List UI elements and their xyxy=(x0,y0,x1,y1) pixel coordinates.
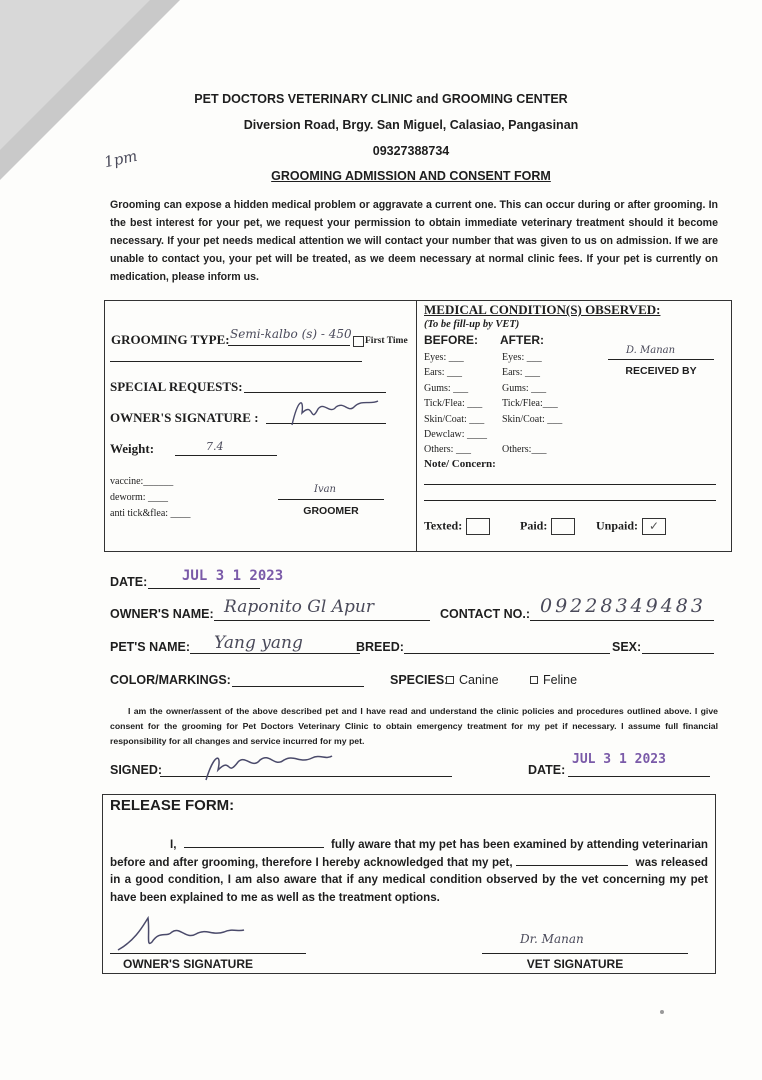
first-time-label: First Time xyxy=(365,336,408,346)
texted-checkbox[interactable] xyxy=(466,518,490,535)
release-owner-signature-label: OWNER'S SIGNATURE xyxy=(123,957,253,971)
note-concern-label: Note/ Concern: xyxy=(424,458,496,470)
clinic-phone: 09327388734 xyxy=(372,144,450,158)
after-gums: Gums: ___ xyxy=(502,382,547,394)
after-eyes: Eyes: ___ xyxy=(502,352,542,363)
before-others: Others: ___ xyxy=(424,444,471,456)
consent-text: I am the owner/assent of the above described pet and I have read and understand the clinic policies and procedures outlined above. I give consent for the grooming for Pet Doctors Veterinary Clinic to obtain emergency treatment for my pet if necessary. I assume full financial responsibility for all changes and service incurred for my pet. xyxy=(110,706,718,746)
medical-title: MEDICAL CONDITION(S) OBSERVED: xyxy=(424,302,661,317)
owner-name-value: Raponito Gl Apur xyxy=(224,597,374,617)
vet-name: Dr. Manan xyxy=(520,932,584,946)
release-owner-blank[interactable] xyxy=(184,847,324,848)
groomer-name: Ivan xyxy=(314,484,337,495)
contact-value: 09228349483 xyxy=(540,595,706,617)
paid-field[interactable] xyxy=(520,518,575,535)
before-ears: Ears: ___ xyxy=(424,367,463,379)
handwritten-time-note: 1pm xyxy=(102,146,139,172)
weight-value: 7.4 xyxy=(206,440,224,453)
grooming-type-label: GROOMING TYPE: xyxy=(111,332,230,347)
species-canine-option[interactable] xyxy=(446,673,499,687)
medical-subtitle: (To be fill-up by VET) xyxy=(424,319,520,330)
box-divider xyxy=(416,301,417,551)
paid-label: Paid: xyxy=(520,518,548,533)
clinic-address: Diversion Road, Brgy. San Miguel, Calasiao, Pangasinan xyxy=(243,118,579,132)
texted-field[interactable] xyxy=(424,518,490,535)
canine-checkbox[interactable] xyxy=(446,676,454,684)
vaccine-label: vaccine:______ xyxy=(110,476,174,487)
grooming-type-value: Semi-kalbo (s) - 450 xyxy=(230,327,352,341)
before-label: BEFORE: xyxy=(424,333,478,347)
vet-signature-label: VET SIGNATURE xyxy=(526,957,624,971)
paid-checkbox[interactable] xyxy=(551,518,575,535)
received-by-label: RECEIVED BY xyxy=(625,365,697,377)
owner-signature-scribble xyxy=(284,395,384,431)
release-text xyxy=(110,836,708,906)
before-list xyxy=(424,350,487,458)
clinic-name: PET DOCTORS VETERINARY CLINIC and GROOMING CENTER xyxy=(194,92,568,106)
owner-name-label: OWNER'S NAME: xyxy=(110,607,214,621)
owner-signature-label: OWNER'S SIGNATURE : xyxy=(110,410,259,425)
before-dewclaw: Dewclaw: ____ xyxy=(424,429,488,441)
before-tickflea: Tick/Flea: ___ xyxy=(424,398,483,410)
after-tickflea: Tick/Flea:___ xyxy=(502,398,558,410)
release-pet-blank[interactable] xyxy=(516,865,628,866)
unpaid-label: Unpaid: xyxy=(596,518,639,533)
consent-date-label: DATE: xyxy=(528,763,566,777)
date-label: DATE: xyxy=(110,575,148,589)
antitick-label: anti tick&flea: ____ xyxy=(110,508,191,519)
after-ears: Ears: ___ xyxy=(502,367,541,379)
after-list xyxy=(502,350,562,458)
groomer-label: GROOMER xyxy=(303,505,359,517)
feline-label: Feline xyxy=(543,673,578,687)
release-owner-signature-scribble xyxy=(112,914,252,956)
breed-label: BREED: xyxy=(356,640,404,654)
release-title: RELEASE FORM: xyxy=(110,797,235,814)
contact-label: CONTACT NO.: xyxy=(440,607,531,621)
after-others: Others:___ xyxy=(502,444,547,456)
first-time-checkbox[interactable] xyxy=(353,336,364,347)
canine-label: Canine xyxy=(459,673,499,687)
received-by-name: D. Manan xyxy=(626,345,676,356)
deworm-label: deworm: ____ xyxy=(110,492,169,503)
unpaid-field[interactable] xyxy=(596,518,666,535)
species-label: SPECIES: xyxy=(390,673,449,687)
before-skincoat: Skin/Coat: ___ xyxy=(424,413,485,425)
after-skincoat: Skin/Coat: ___ xyxy=(502,413,563,425)
weight-label: Weight: xyxy=(110,441,155,456)
form-title: GROOMING ADMISSION AND CONSENT FORM xyxy=(271,169,551,183)
release-text-2: fully aware that my pet has been examined by attending veterinarian before and after grooming, therefore I hereby acknowledged that my pet, xyxy=(110,838,708,869)
texted-label: Texted: xyxy=(424,518,463,533)
color-markings-label: COLOR/MARKINGS: xyxy=(110,673,231,687)
after-label: AFTER: xyxy=(500,333,544,347)
signed-label: SIGNED: xyxy=(110,763,163,777)
release-text-i: I, xyxy=(170,838,177,851)
sex-label: SEX: xyxy=(612,640,642,654)
pet-name-label: PET'S NAME: xyxy=(110,640,191,654)
scan-dust-dot xyxy=(660,1010,664,1014)
date-stamp: JUL 3 1 2023 xyxy=(182,568,284,584)
intro-paragraph: Grooming can expose a hidden medical problem or aggravate a current one. This can occur during or after grooming. In the best interest for your pet, we request your permission to obtain immediate veterinary treatment should it become necessary. If your pet needs medical attention we will contact your number that was given to us on admission. If we are unable to contact you, your pet will be treated, as we deem necessary at normal clinic fees. If your pet is currently on medication, please inform us. xyxy=(110,199,718,283)
before-gums: Gums: ___ xyxy=(424,382,469,394)
consent-date-stamp: JUL 3 1 2023 xyxy=(572,752,666,767)
unpaid-checkbox[interactable]: ✓ xyxy=(642,518,666,535)
release-text-3: was released in a good condition, I am also aware that if any medical condition observed by the vet concerning my pet have been explained to me as well as the treatment options. xyxy=(110,855,708,904)
pet-name-value: Yang yang xyxy=(214,633,303,653)
feline-checkbox[interactable] xyxy=(530,676,538,684)
species-feline-option[interactable] xyxy=(530,673,577,687)
signed-signature-scribble xyxy=(196,748,336,784)
special-requests-label: SPECIAL REQUESTS: xyxy=(110,379,243,394)
before-eyes: Eyes: ___ xyxy=(424,352,464,363)
